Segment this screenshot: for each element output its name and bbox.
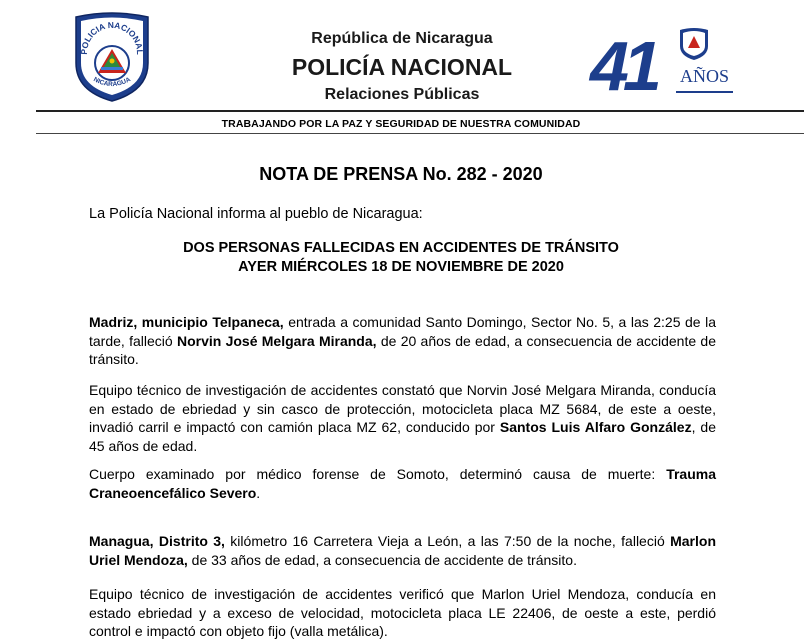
location-bold: Managua, Distrito 3, — [89, 533, 225, 549]
department-name: Relaciones Públicas — [324, 86, 480, 103]
motto: TRABAJANDO POR LA PAZ Y SEGURIDAD DE NUESTRA COMUNIDAD — [221, 118, 581, 130]
press-note-title: NOTA DE PRENSA No. 282 - 2020 — [259, 164, 543, 184]
paragraph-madriz-incident — [89, 313, 716, 369]
headline-line-2: AYER MIÉRCOLES 18 DE NOVIEMBRE DE 2020 — [238, 259, 564, 275]
text-span: Equipo técnico de investigación de accidentes constató que Norvin José Melgara Miranda, conducía en estado de ebriedad y sin casco de protección, motocicleta placa MZ 5684, de este a oeste, invadió carril e impactó con camión placa MZ 62, conducido por — [89, 382, 716, 435]
institution-name: POLICÍA NACIONAL — [291, 54, 513, 80]
text-span: Equipo técnico de investigación de accidentes verificó que Marlon Uriel Mendoza, conducía en estado ebriedad y a exceso de velocidad, motocicleta placa LE 22406, de oeste a este, perdió control e impactó con objeto fijo (valla metálica). — [89, 586, 716, 639]
country-name: República de Nicaragua — [311, 30, 493, 47]
anniversary-text: AÑOS — [680, 66, 730, 86]
paragraph-managua-investigation — [89, 585, 716, 641]
text-span: entrada a comunidad Santo Domingo, Sector No. 5, a las 2:25 de la tarde, falleció — [89, 314, 716, 349]
header-divider-bottom — [36, 133, 804, 134]
anniversary-number: 41 — [590, 27, 656, 96]
logo-text-bottom: NICARAGUA — [92, 76, 132, 89]
victim-name-bold: Marlon Uriel Mendoza, — [89, 533, 716, 568]
41-anos-anniversary-logo — [588, 24, 733, 96]
header-divider-top — [36, 110, 804, 112]
location-bold: Madriz, municipio Telpaneca, — [89, 314, 284, 330]
paragraph-madriz-investigation — [89, 381, 716, 455]
text-span: de 33 años de edad, a consecuencia de accidente de tránsito. — [187, 551, 577, 568]
intro-text: La Policía Nacional informa al pueblo de Nicaragua: — [89, 206, 423, 222]
driver-name-bold: Santos Luis Alfaro González — [499, 419, 692, 435]
paragraph-madriz-cause — [89, 465, 716, 502]
victim-name-bold: Norvin José Melgara Miranda, — [176, 332, 377, 349]
policia-nacional-shield-logo — [72, 11, 152, 103]
paragraph-managua-incident — [89, 532, 716, 569]
text-span: , de 45 años de edad. — [89, 419, 716, 454]
headline-line-1: DOS PERSONAS FALLECIDAS EN ACCIDENTES DE TRÁNSITO — [183, 240, 619, 256]
text-span: Cuerpo examinado por médico forense de Somoto, determinó causa de muerte: — [89, 466, 667, 482]
cause-bold: Trauma Craneoencefálico Severo — [89, 466, 716, 501]
text-span: kilómetro 16 Carretera Vieja a León, a las 7:50 de la noche, falleció — [224, 533, 671, 549]
logo-text-top: POLICIA NACIONAL — [78, 19, 146, 55]
text-span: . — [256, 484, 261, 501]
text-span: de 20 años de edad, a consecuencia de accidente de tránsito. — [89, 332, 716, 367]
